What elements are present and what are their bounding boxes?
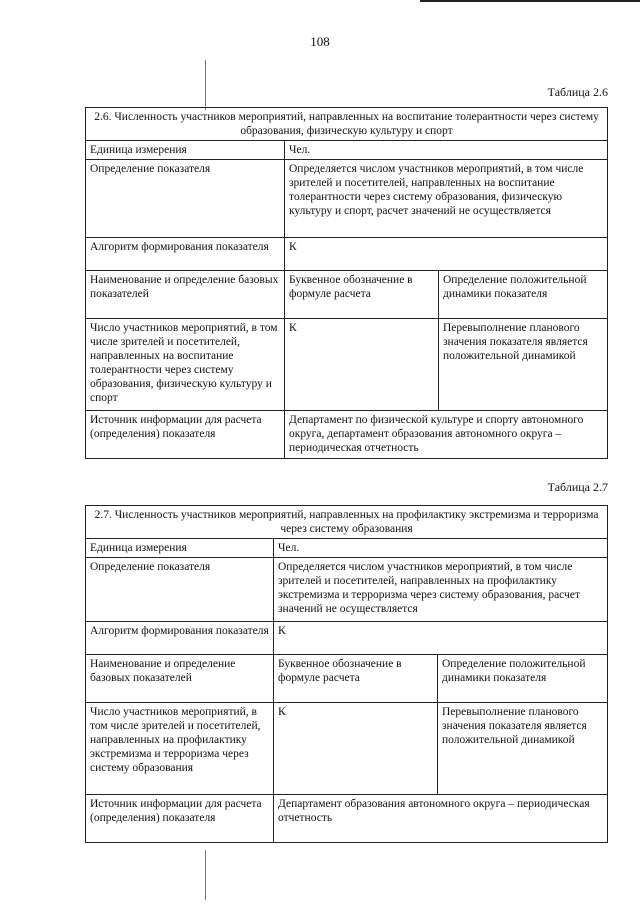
unit-value: Чел. xyxy=(285,141,608,160)
definition-value: Определяется числом участников мероприятий, в том числе зрителей и посетителей, направленных на профилактику экстремизма и терроризма через систему образования, расчет значений не осуществляется xyxy=(274,558,608,622)
table-row xyxy=(86,108,608,141)
base-header-symbol: Буквенное обозначение в формуле расчета xyxy=(274,655,438,703)
table-row xyxy=(86,795,608,843)
table-title: 2.6. Численность участников мероприятий, направленных на воспитание толерантности через систему образования, физическую культуру и спорт xyxy=(86,108,608,141)
table-row xyxy=(86,411,608,459)
definition-label: Определение показателя xyxy=(86,558,274,622)
unit-value: Чел. xyxy=(274,539,608,558)
base-symbol: К xyxy=(285,319,439,411)
source-label: Источник информации для расчета (определения) показателя xyxy=(86,795,274,843)
page-number: 108 xyxy=(310,34,330,49)
definition-value: Определяется числом участников мероприятий, в том числе зрителей и посетителей, направленных на воспитание толерантности через систему образования, физическую культуру и спорт, расчет значений не осуществляется xyxy=(285,160,608,238)
algorithm-label: Алгоритм формирования показателя xyxy=(86,238,285,271)
table-row xyxy=(86,271,608,319)
base-dynamics: Перевыполнение планового значения показателя является положительной динамикой xyxy=(439,319,608,411)
table-row xyxy=(86,160,608,238)
table-row xyxy=(86,703,608,795)
base-header-symbol: Буквенное обозначение в формуле расчета xyxy=(285,271,439,319)
indicator-table xyxy=(85,505,608,843)
algorithm-value: К xyxy=(285,238,608,271)
unit-label: Единица измерения xyxy=(86,141,285,160)
table-label: Таблица 2.7 xyxy=(547,480,608,494)
scan-line xyxy=(205,850,206,900)
top-rule xyxy=(420,0,640,2)
table-row xyxy=(86,622,608,655)
unit-label: Единица измерения xyxy=(86,539,274,558)
base-symbol: К xyxy=(274,703,438,795)
table-row xyxy=(86,141,608,160)
algorithm-label: Алгоритм формирования показателя xyxy=(86,622,274,655)
table-row xyxy=(86,539,608,558)
scan-line xyxy=(205,60,206,110)
table-title: 2.7. Численность участников мероприятий, направленных на профилактику экстремизма и терроризма через систему образования xyxy=(86,506,608,539)
base-name: Число участников мероприятий, в том числе зрителей и посетителей, направленных на профилактику экстремизма и терроризма через систему образования xyxy=(86,703,274,795)
source-value: Департамент по физической культуре и спорту автономного округа, департамент образования автономного округа – периодическая отчетность xyxy=(285,411,608,459)
source-value: Департамент образования автономного округа – периодическая отчетность xyxy=(274,795,608,843)
base-header-name: Наименование и определение базовых показателей xyxy=(86,271,285,319)
definition-label: Определение показателя xyxy=(86,160,285,238)
table-row xyxy=(86,319,608,411)
table-row xyxy=(86,655,608,703)
source-label: Источник информации для расчета (определения) показателя xyxy=(86,411,285,459)
base-header-name: Наименование и определение базовых показателей xyxy=(86,655,274,703)
base-header-dynamics: Определение положительной динамики показателя xyxy=(439,271,608,319)
algorithm-value: К xyxy=(274,622,608,655)
table-row xyxy=(86,238,608,271)
base-dynamics: Перевыполнение планового значения показателя является положительной динамикой xyxy=(438,703,608,795)
table-row xyxy=(86,506,608,539)
base-name: Число участников мероприятий, в том числе зрителей и посетителей, направленных на воспитание толерантности через систему образования, физическую культуру и спорт xyxy=(86,319,285,411)
table-label: Таблица 2.6 xyxy=(547,85,608,99)
base-header-dynamics: Определение положительной динамики показателя xyxy=(438,655,608,703)
indicator-table xyxy=(85,107,608,459)
table-row xyxy=(86,558,608,622)
